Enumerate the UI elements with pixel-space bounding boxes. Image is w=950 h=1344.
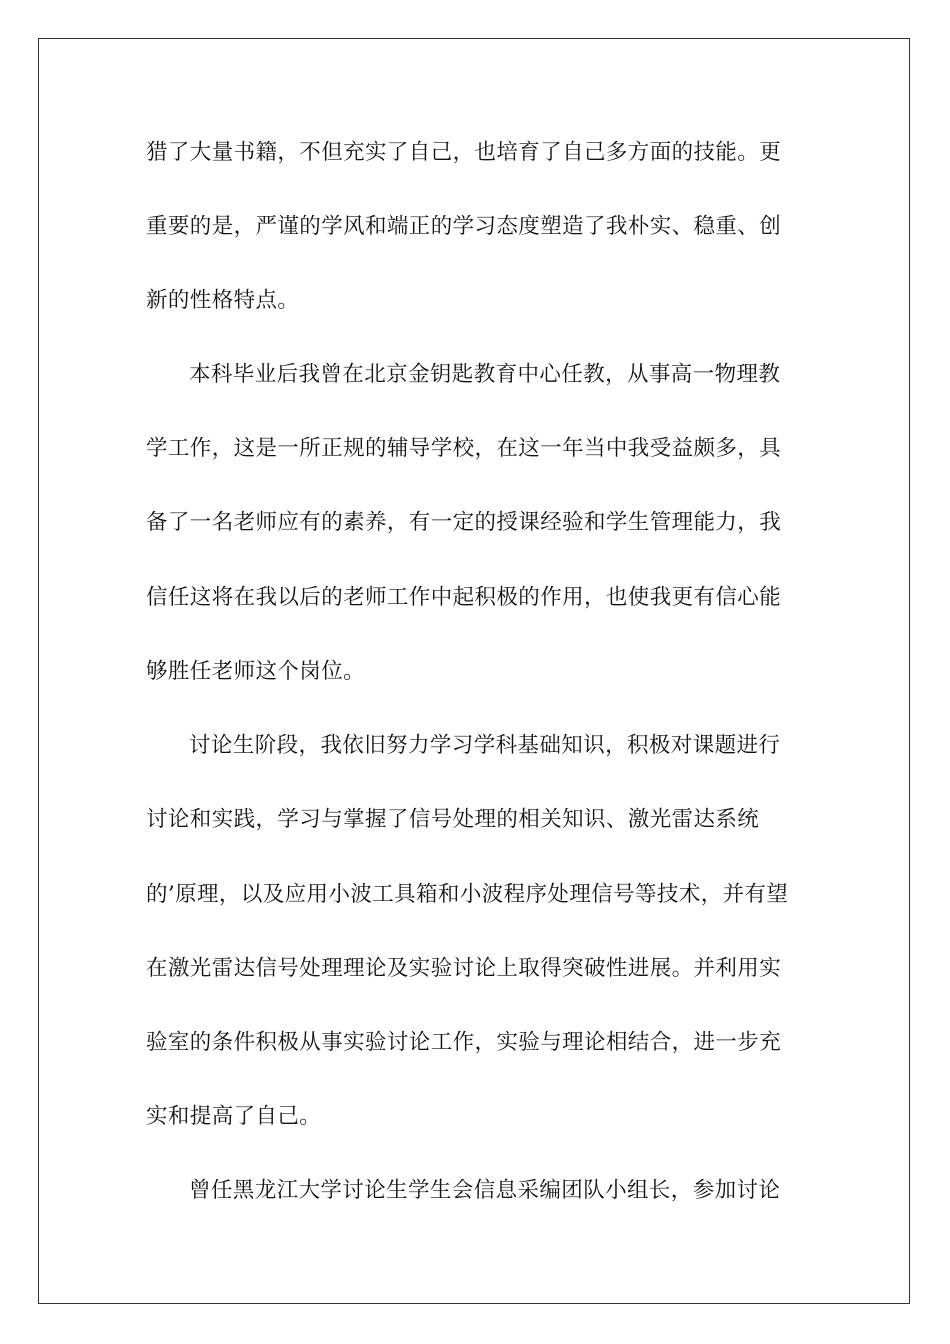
text-line: 验室的条件积极从事实验讨论工作，实验与理论相结合，进一步充 — [146, 1030, 782, 1055]
text-line: 重要的是，严谨的学风和端正的学习态度塑造了我朴实、稳重、创 — [146, 214, 782, 239]
text-line: 的’原理，以及应用小波工具箱和小波程序处理信号等技术，并有望 — [146, 882, 789, 907]
text-line: 讨论和实践，学习与掌握了信号处理的相关知识、激光雷达系统 — [146, 807, 760, 832]
text-line: 在激光雷达信号处理理论及实验讨论上取得突破性进展。并利用实 — [146, 956, 782, 981]
paragraph-start-line: 讨论生阶段，我依旧努力学习学科基础知识，积极对课题进行 — [189, 733, 781, 758]
text-line: 猎了大量书籍，不但充实了自己，也培育了自己多方面的技能。更 — [146, 140, 782, 165]
text-line: 新的性格特点。 — [146, 288, 300, 313]
text-line: 信任这将在我以后的老师工作中起积极的作用，也使我更有信心能 — [146, 585, 782, 610]
paragraph-start-line: 曾任黑龙江大学讨论生学生会信息采编团队小组长，参加讨论 — [189, 1178, 781, 1203]
text-line: 够胜任老师这个岗位。 — [146, 659, 366, 684]
paragraph-start-line: 本科毕业后我曾在北京金钥匙教育中心任教，从事高一物理教 — [189, 362, 781, 387]
text-line: 备了一名老师应有的素养，有一定的授课经验和学生管理能力，我 — [146, 510, 782, 535]
text-line: 学工作，这是一所正规的辅导学校，在这一年当中我受益颇多，具 — [146, 436, 782, 461]
text-line: 实和提高了自己。 — [146, 1104, 322, 1129]
